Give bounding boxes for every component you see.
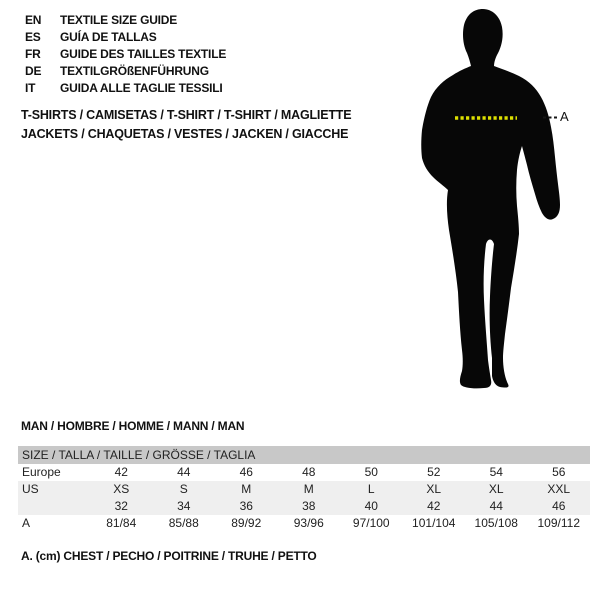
table-cell: 52 [427,465,441,479]
table-cell: 97/100 [352,516,390,530]
row-label: US [22,482,39,496]
table-cell: 101/104 [412,516,456,530]
measure-label-a: A [560,109,569,124]
table-row-europe [18,464,590,481]
table-cell: 109/112 [537,516,580,530]
table-cell: 36 [239,499,253,513]
table-cell: 105/108 [474,516,518,530]
language-row-fr [25,46,226,63]
table-cell: 81/84 [106,516,137,530]
size-table-body [18,464,590,532]
category-line-tshirts: T-SHIRTS / CAMISETAS / T-SHIRT / T-SHIRT / MAGLIETTE [21,108,352,122]
table-cell: 32 [114,499,128,513]
language-text: GUÍA DE TALLAS [60,30,157,44]
language-code: EN [25,13,42,27]
table-cell: 48 [302,465,316,479]
category-line-jackets: JACKETS / CHAQUETAS / VESTES / JACKEN / GIACCHE [21,126,349,141]
table-cell: XL [426,482,442,496]
language-code: DE [25,64,42,78]
man-silhouette [421,9,560,388]
table-cell: 42 [114,465,128,479]
man-silhouette-figure [415,2,575,394]
language-text: GUIDA ALLE TAGLIE TESSILI [60,81,223,95]
table-row-row2 [18,498,590,515]
table-cell: L [367,482,375,496]
table-cell: 40 [364,499,378,513]
language-code: ES [25,30,41,44]
table-cell: 44 [489,499,503,513]
language-text: TEXTILE SIZE GUIDE [60,13,178,27]
language-text: GUIDE DES TAILLES TEXTILE [60,47,227,61]
language-row-it [25,80,226,97]
language-row-en [25,12,226,29]
table-cell: 46 [239,465,253,479]
language-text: TEXTILGRÖßENFÜHRUNG [60,64,209,78]
table-cell: 38 [302,499,316,513]
section-title-man: MAN / HOMBRE / HOMME / MANN / MAN [21,419,245,433]
table-cell: M [241,482,252,496]
table-cell: S [179,482,188,496]
language-row-de [25,63,226,80]
table-cell: XS [113,482,130,496]
table-cell: XL [488,482,504,496]
table-cell: 46 [552,499,566,513]
table-cell: 34 [177,499,191,513]
table-cell: 85/88 [168,516,199,530]
row-label: A [22,516,31,530]
language-row-es [25,29,226,46]
table-cell: XXL [547,482,571,496]
language-code: IT [25,81,36,95]
row-label: Europe [22,465,61,479]
table-cell: 42 [427,499,441,513]
table-cell: 44 [177,465,191,479]
language-list [25,12,226,97]
row-label [18,498,90,515]
language-code: FR [25,47,41,61]
table-cell: M [303,482,314,496]
garment-categories [21,106,351,143]
table-cell: 50 [364,465,378,479]
table-cell: 93/96 [293,516,324,530]
table-cell: 54 [489,465,503,479]
footnote-chest: A. (cm) CHEST / PECHO / POITRINE / TRUHE / PETTO [21,549,317,563]
table-row-a [18,515,590,532]
table-cell: 89/92 [231,516,262,530]
size-table [18,446,590,532]
size-table-header: SIZE / TALLA / TAILLE / GRÖSSE / TAGLIA [18,446,590,464]
table-row-us [18,481,590,498]
table-cell: 56 [552,465,566,479]
